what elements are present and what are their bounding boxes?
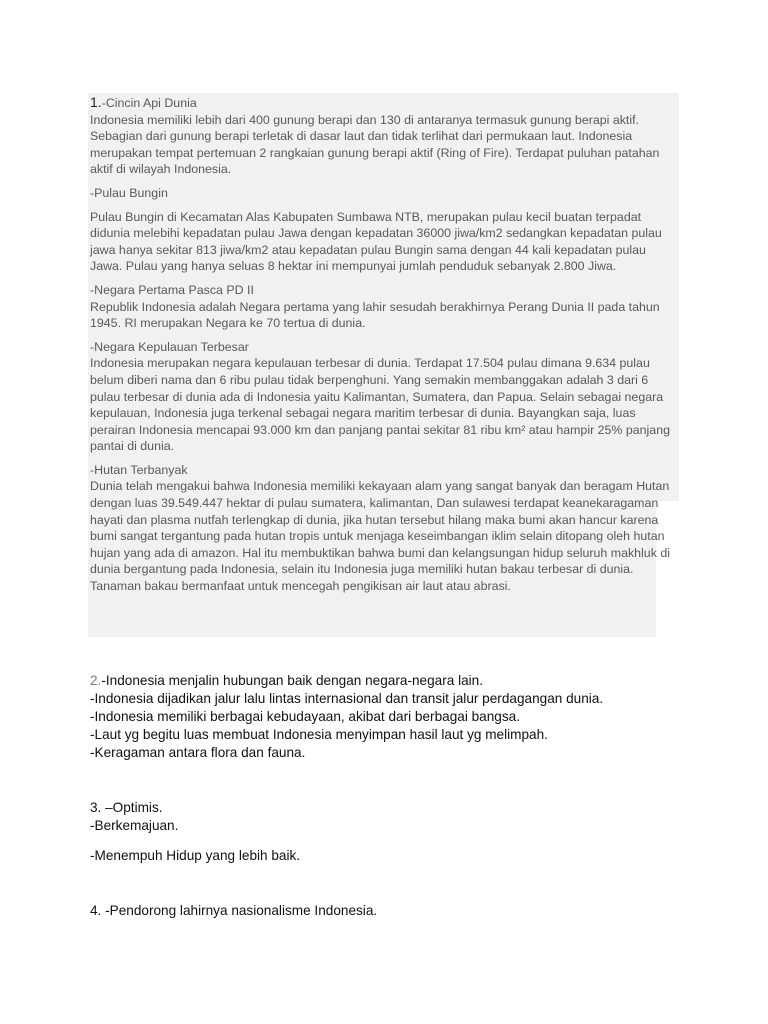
bungin-body: Pulau Bungin di Kecamatan Alas Kabupaten Sumbawa NTB, merupakan pulau kecil buatan terpadat didunia melebihi kepadatan pulau Jawa dengan kepadatan 36000 jiwa/km2 sedangkan kepadatan pulau jawa hanya sekitar 813 jiwa/km2 atau kepadatan pulau Bungin sama dengan 44 kali kepadatan pulau Jawa. Pulau yang hanya seluas 8 hektar ini mempunyai jumlah penduduk sebanyak 2.800 Jiwa. [90, 209, 662, 274]
hutan-heading: -Hutan Terbanyak [90, 462, 188, 477]
section-2-number: 2. [90, 673, 102, 688]
kepulauan-body: Indonesia merupakan negara kepulauan terbesar di dunia. Terdapat 17.504 pulau dimana 9.634 pulau belum diberi nama dan 6 ribu pulau tidak berpenghuni. Yang semakin membanggakan adalah 3 dari 6 pulau terbesar di dunia ada di Indonesia yaitu Kalimantan, Sumatera, dan Papua. Selain sebagai negara kepulauan, Indonesia juga terkenal sebagai negara maritim terbesar di dunia. Bayangkan saja, luas perairan Indonesia mencapai 93.000 km dan panjang pantai sekitar 81 ribu km² atau hampir 25% panjang pantai di dunia. [90, 356, 670, 454]
section-3-line-2: -Berkemajuan. [90, 818, 179, 833]
hutan-body: Dunia telah mengakui bahwa Indonesia memiliki kekayaan alam yang sangat banyak dan beragam Hutan dengan luas 39.549.447 hektar di pulau sumatera, kalimantan, Dan sulawesi terdapat keanekaragaman hayati dan plasma nutfah terlengkap di dunia, jika hutan tersebut hilang maka bumi akan hancur karena bumi sangat tergantung pada hutan tropis untuk menjaga keseimbangan iklim selain ditopang oleh hutan hujan yang ada di amazon. Hal itu membuktikan bahwa bumi dan kelangsungan hidup seluruh makhluk di dunia bergantung pada Indonesia, selain itu Indonesia juga memiliki hutan bakau terbesar di dunia. Tanaman bakau bermanfaat untuk mencegah pengikisan air laut atau abrasi. [90, 479, 670, 594]
section-1-number: 1. [90, 94, 102, 110]
cincin-heading-line [90, 94, 678, 112]
bungin-heading: -Pulau Bungin [90, 185, 168, 200]
section-2-line-1 [90, 672, 690, 690]
section-2-line-3: -Indonesia memiliki berbagai kebudayaan, akibat dari berbagai bangsa. [90, 709, 520, 724]
section-4-line-1: 4. -Pendorong lahirnya nasionalisme Indonesia. [90, 903, 378, 918]
kepulauan-heading: -Negara Kepulauan Terbesar [90, 339, 249, 354]
section-2-line-4: -Laut yg begitu luas membuat Indonesia menyimpan hasil laut yg melimpah. [90, 727, 548, 742]
cincin-body: Indonesia memiliki lebih dari 400 gunung berapi dan 130 di antaranya termasuk gunung berapi aktif. Sebagian dari gunung berapi terletak di dasar laut dan tidak terlihat dari permukaan laut. Indonesia merupakan tempat pertemuan 2 rangkaian gunung berapi aktif (Ring of Fire). Terdapat puluhan patahan aktif di wilayah Indonesia. [90, 112, 660, 177]
section-2-line-2: -Indonesia dijadikan jalur lalu lintas internasional dan transit jalur perdagangan dunia. [90, 691, 604, 706]
section-3-line-1: 3. –Optimis. [90, 800, 163, 815]
cincin-heading: -Cincin Api Dunia [101, 96, 197, 110]
section-3-line-3: -Menempuh Hidup yang lebih baik. [90, 848, 301, 863]
section-1 [90, 94, 678, 595]
section-4 [90, 902, 690, 920]
negara-body: Republik Indonesia adalah Negara pertama yang lahir sesudah berakhirnya Perang Dunia II pada tahun 1945. RI merupakan Negara ke 70 tertua di dunia. [90, 299, 660, 331]
section-2-line-5: -Keragaman antara flora dan fauna. [90, 745, 306, 760]
negara-heading: -Negara Pertama Pasca PD II [90, 282, 254, 297]
section-3 [90, 799, 690, 865]
section-2 [90, 672, 690, 762]
section-2-line-1-text: -Indonesia menjalin hubungan baik dengan negara-negara lain. [101, 673, 484, 688]
